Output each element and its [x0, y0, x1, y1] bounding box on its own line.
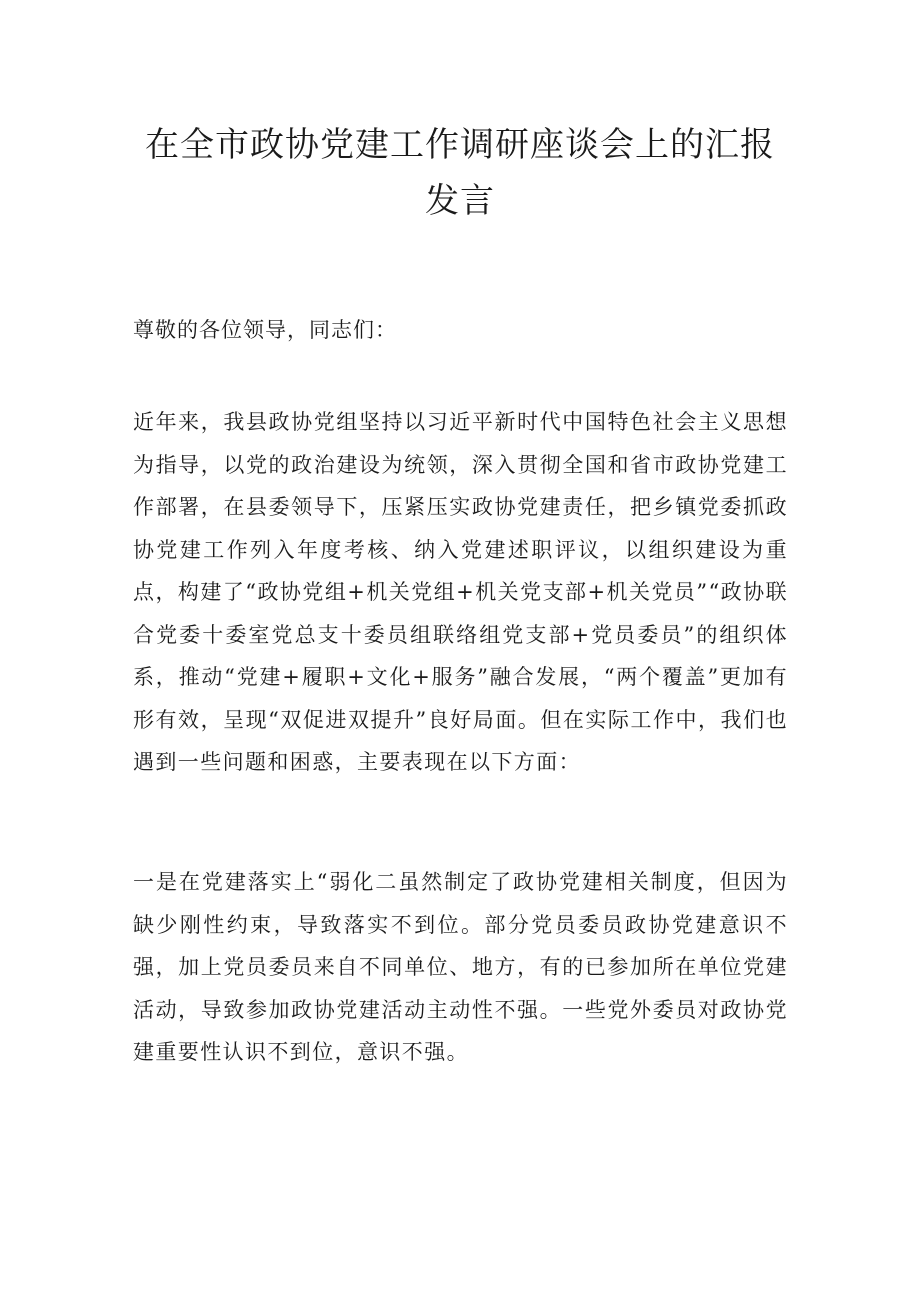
body-paragraph-2: 一是在党建落实上“弱化二虽然制定了政协党建相关制度，但因为缺少刚性约束，导致落实不到位。部分党员委员政协党建意识不强，加上党员委员来自不同单位、地方，有的已参加所在单位党建活动，导致参加政协党建活动主动性不强。一些党外委员对政协党建重要性认识不到位，意识不强。	[133, 870, 788, 1064]
document-title-line-1: 在全市政协党建工作调研座谈会上的汇报	[145, 125, 775, 165]
document-title-line-2: 发言	[425, 181, 495, 221]
salutation: 尊敬的各位领导，同志们：	[133, 318, 397, 342]
body-paragraph-1: 近年来，我县政协党组坚持以习近平新时代中国特色社会主义思想为指导，以党的政治建设为统领，深入贯彻全国和省市政协党建工作部署，在县委领导下，压紧压实政协党建责任，把乡镇党委抓政协党建工作列入年度考核、纳入党建述职评议，以组织建设为重点，构建了“政协党组+机关党组+机关党支部+机关党员”“政协联合党委十委室党总支十委员组联络组党支部+党员委员”的组织体系，推动“党建+履职+文化+服务”融合发展，“两个覆盖”更加有形有效，呈现“双促进双提升”良好局面。但在实际工作中，我们也遇到一些问题和困惑，主要表现在以下方面：	[133, 410, 788, 774]
